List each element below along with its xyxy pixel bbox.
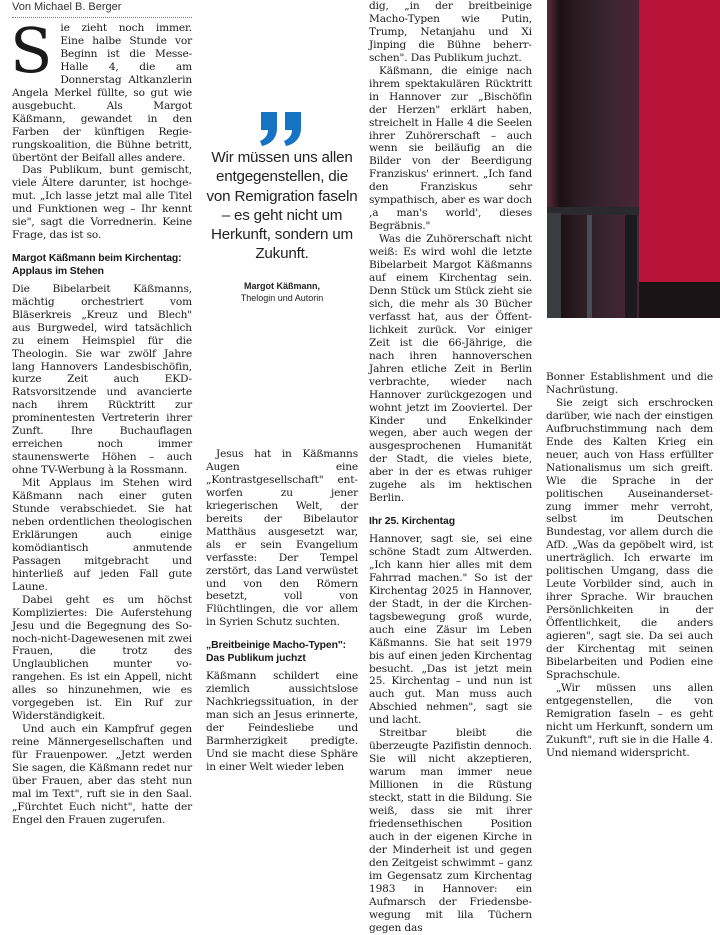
article-paragraph: Bonner Establishment und die Nachrüstung. — [546, 371, 713, 396]
subheading: Margot Käßmann beim Kirchentag: Applaus im Stehen — [12, 253, 182, 277]
paragraph-text: ie zieht noch immer. Eine halbe Stunde vor Beginn ist die Messe-Halle 4, die am Donnerstag Altkanzlerin Angela Merkel füllte, so gut wie ausgebucht. Als Margot Käßmann, gewandet in den Farben der künftigen Regierungskoalition, die Bühne betritt, übertönt der Beifall alles andere. — [12, 22, 192, 164]
article-column-2 — [206, 448, 358, 774]
article-photo — [547, 0, 720, 318]
article-paragraph: Streitbar bleibt die überzeugte Pazifistin dennoch. Sie will nicht akzeptieren, warum man immer neue Millionen in die Rüstung steckt, statt in die Bildung. Sie weiß, dass sie mit ihrer friedensethischen Position auch in der eigenen Kirche in der Minderheit ist und gegen den Zeitgeist schwimmt – ganz im Gegensatz zum Kirchentag 1983 in Hannover: ein Aufmarsch der Friedensbewegung mit lila Tüchern gegen das — [369, 727, 532, 934]
dropcap: S — [10, 14, 53, 87]
article-paragraph: Sie zeigt sich erschrocken darüber, wie nach der einstigen Aufbruchstimmung nach dem Ende des Kalten Krieg ein neuer, auch von Hass erfüllter Nationalismus um sich greift. Wie die Sprache in der politischen Auseinandersetzung immer mehr verroht, selbst im Deutschen Bundestag, vor allem durch die AfD. „Was da gepöbelt wird, ist unerträglich. Ich erwarte im politischen Umgang, dass die Leute Vorbilder sind, auch in ihrer Sprache. Wir brauchen Persönlichkeiten in der Öffentlichkeit, die anders agieren", sagt sie. Da sei auch der Kirchentag mit seinen Bibelarbeiten und Podien eine Sprachschule. — [546, 396, 713, 681]
article-paragraph: Hannover, sagt sie, sei eine schöne Stadt zum Altwerden. „Ich kann hier alles mit dem Fahrrad machen." So ist der Kirchentag 2025 in Hannover, der Stadt, in der die Kirchentagsbewegung groß wurde, auch eine Zäsur im Leben Käßmanns. Sie hat seit 1979 bis auf einen jeden Kirchentag besucht. „Das ist jetzt mein 25. Kirchentag – und nun ist auch gut. Man muss auch Abschied nehmen", sagt sie und lacht. — [369, 532, 532, 727]
article-paragraph — [10, 14, 192, 164]
article-paragraph: Käßmann schildert eine ziemlich aussichtslose Nachkriegssituation, in der man sich an Jesus erinnerte, der Feindesliebe und Barmherzigkeit predigte. Und sie macht diese Sphäre in einer Welt wieder leben — [206, 669, 358, 773]
article-paragraph: Jesus hat in Käßmanns Augen eine „Kontrastgesellschaft" entworfen zu jener kriegerischen Welt, der bereits der Bibelautor Matthäus ausgesetzt war, als er sein Evangelium verfasste: Der Tempel zerstört, das Land verwüstet und von den Römern besetzt, voll von Flüchtlingen, die vor allem in Syrien Schutz suchten. — [206, 448, 358, 629]
subheading: Ihr 25. Kirchentag — [369, 516, 455, 528]
pull-quote — [206, 112, 358, 304]
article-column-3 — [369, 0, 532, 935]
article-paragraph: Mit Applaus im Stehen wird Käßmann nach einer guten Stunde verabschiedet. Sie hat neben ordentlichen theologischen Erklärungen auch einige komödiantisch anmutende Passagen mitgebracht und hinterließ auf jeden Fall gute Laune. — [12, 477, 192, 593]
article-paragraph: Die Bibelarbeit Käßmanns, mächtig orchestriert vom Bläserkreis „Kreuz und Blech" aus Burgwedel, wird tatsächlich zu einem Heimspiel für die Theologin. Sie war zwölf Jahre lang Hannovers Landesbischöfin, kurze Zeit auch EKD-Ratsvorsitzende und avancierte nach ihrem Rücktritt zur prominentesten Vertreterin ihrer Zunft. Ihre Buchauflagen erreichen noch immer staunenswerte Höhen – auch ohne TV-Werbung à la Rossmann. — [12, 282, 192, 477]
pull-quote-text: Wir müssen uns allen entgegenstellen, die von Remigration faseln – es geht nicht um Herkunft, sondern um Zukunft. — [206, 149, 358, 263]
article-paragraph: Dabei geht es um höchst Kompliziertes: Die Auferstehung Jesu und die Begegnung des So-noch-nicht-Dagewesenen mit zwei Frauen, die trotz des Unglaublichen munter vorangehen. Es ist ein Appell, nicht alles so hinzunehmen, wie es vorgegeben ist. Ein Ruf zur Widerständigkeit. — [12, 593, 192, 723]
subheading: „Breitbeinige Macho-Typen": Das Publikum juchzt — [206, 640, 347, 665]
pull-quote-role: Thelogin und Autorin — [240, 292, 324, 303]
article-paragraph: dig, „in der breitbeinige Macho-Typen wie Putin, Trump, Netanjahu und Xi Jinping die Bühne beherrschen". Das Publikum juchzt. — [369, 0, 532, 64]
article-column-4 — [546, 371, 713, 760]
article-paragraph: Und auch ein Kampfruf gegen reine Männergesellschaften und für Frauenpower. „Jetzt werden Sie sagen, die Käßmann redet nur über Frauen, aber das steht nun mal im Text", ruft sie in den Saal. „Fürchtet Euch nicht", hatte der Engel den Frauen zugerufen. — [12, 723, 192, 826]
byline: Von Michael B. Berger — [12, 0, 192, 18]
closing-quote-icon — [258, 112, 306, 146]
pull-quote-author: Margot Käßmann, — [243, 280, 320, 291]
article-column-1 — [10, 14, 192, 827]
article-paragraph: „Wir müssen uns allen entgegenstellen, die von Remigration faseln – es geht nicht um Herkunft, sondern um Zukunft", ruft sie in die Halle 4. Und niemand widerspricht. — [546, 681, 713, 759]
article-paragraph: Käßmann, die einige nach ihrem spektakulären Rücktritt in Hannover zur „Bischöfin der Herzen" erklärt haben, streichelt in Halle 4 die Seelen ihrer Zuhörerschaft – auch wenn sie beiläufig an die Bilder von der Beerdigung Franziskus' erinnert. „Ich fand den Franziskus sehr sympathisch, aber es war doch ‚a man's world', dieses Begräbnis." — [369, 64, 532, 233]
article-paragraph: Was die Zuhörerschaft nicht weiß: Es wird wohl die letzte Bibelarbeit Margot Käßmanns auf einem Kirchentag sein. Denn Stück um Stück zieht sie sich, die mehr als 30 Bücher verfasst hat, aus der Öffentlichkeit zurück. Vor einiger Zeit ist die 66-Jährige, die nach ihren hannoverschen Jahren etliche Zeit in Berlin verbrachte, wieder nach Hannover zurückgezogen und wohnt jetzt im Zooviertel. Der Kinder und Enkelkinder wegen, aber auch wegen der ausgesprochenen Humanität der Stadt, die vieles biete, aber in der es etwas ruhiger zugehe als im hektischen Berlin. — [369, 233, 532, 505]
photo-image — [547, 0, 720, 318]
article-paragraph: Das Publikum, bunt gemischt, viele Ältere darunter, ist hochgemut. „Ich lasse jetzt mal alle Titel und Funktionen weg – Ihr kennt sie", sagt die Vorrednerin. Keine Frage, das ist so. — [12, 164, 192, 242]
